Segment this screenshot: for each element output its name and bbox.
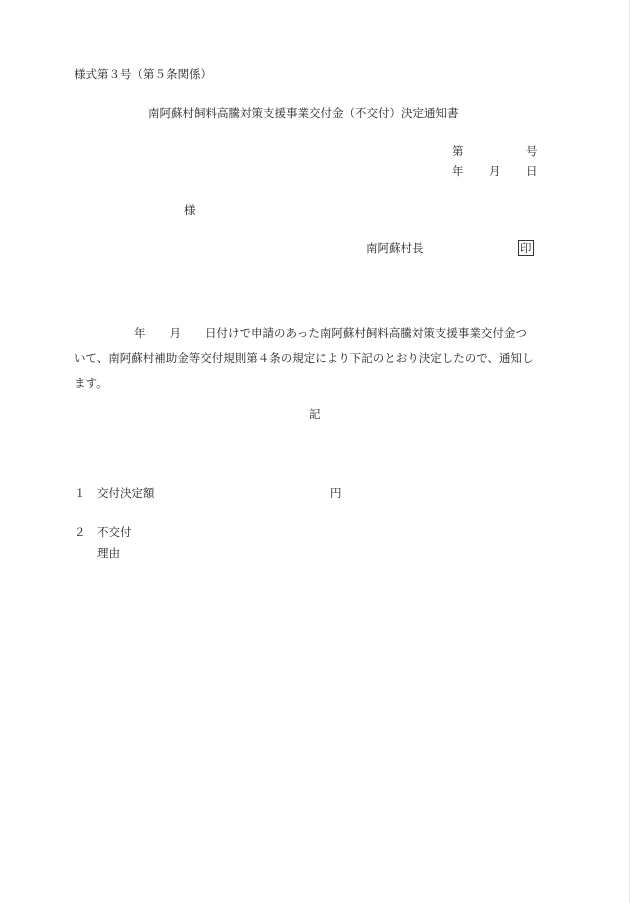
body-line-2: いて、南阿蘇村補助金等交付規則第４条の規定により下記のとおり決定したので、通知し bbox=[74, 351, 534, 365]
body-line-3: ます。 bbox=[74, 376, 108, 390]
number-prefix: 第 bbox=[452, 144, 464, 158]
item-2-sublabel: 理由 bbox=[97, 546, 120, 560]
body-paragraph bbox=[74, 321, 564, 396]
item-1-unit: 円 bbox=[330, 486, 342, 500]
date-day: 日 bbox=[526, 164, 538, 178]
form-label: 様式第３号（第５条関係） bbox=[74, 67, 212, 81]
date-year: 年 bbox=[452, 164, 464, 178]
date-month: 月 bbox=[489, 164, 501, 178]
issuer-name: 南阿蘇村長 bbox=[366, 241, 424, 255]
seal-mark bbox=[518, 240, 534, 256]
body-year: 年 bbox=[134, 326, 146, 340]
item-2-number: ２ bbox=[74, 525, 86, 539]
seal-box: 印 bbox=[520, 241, 532, 255]
body-line-1 bbox=[74, 321, 564, 346]
ki-heading: 記 bbox=[309, 407, 321, 421]
addressee-suffix: 様 bbox=[184, 203, 196, 217]
body-line-1-text: 日付けで申請のあった南阿蘇村飼料高騰対策支援事業交付金つ bbox=[205, 326, 527, 340]
item-1-number: １ bbox=[74, 486, 86, 500]
number-suffix: 号 bbox=[526, 144, 538, 158]
item-1-label: 交付決定額 bbox=[97, 486, 155, 500]
body-month: 月 bbox=[169, 326, 181, 340]
document-title: 南阿蘇村飼料高騰対策支援事業交付金（不交付）決定通知書 bbox=[148, 106, 459, 120]
item-2-label: 不交付 bbox=[97, 525, 132, 539]
